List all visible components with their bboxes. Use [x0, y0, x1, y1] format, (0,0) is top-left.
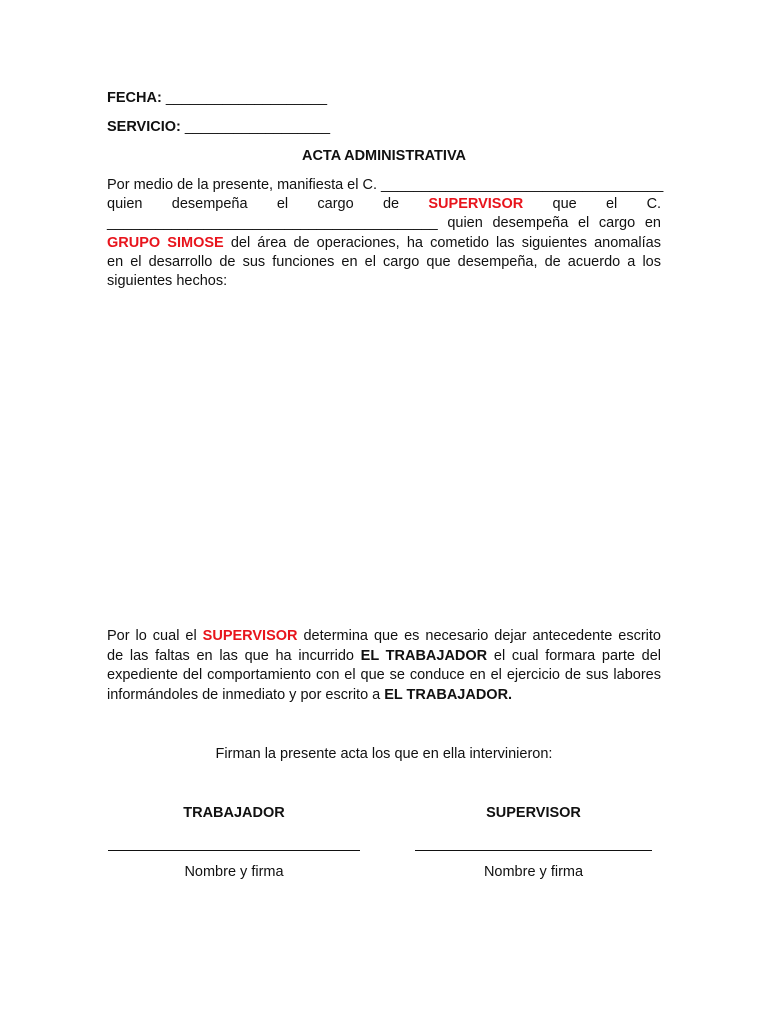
word: de — [382, 196, 400, 212]
paragraph1-line5: en el desarrollo de sus funciones en el cargo que desempeña, de acuerdo a los — [107, 254, 661, 270]
paragraph1-line1: Por medio de la presente, manifiesta el C. ___________________________________ — [107, 177, 664, 193]
text-fragment: informándoles de inmediato y por escrito a — [107, 687, 381, 703]
paragraph2-line1 — [107, 628, 661, 644]
fecha-label: FECHA: — [107, 90, 162, 106]
servicio-label: SERVICIO: — [107, 119, 181, 135]
paragraph1-line6: siguientes hechos: — [107, 273, 228, 289]
signature-right-line — [415, 850, 652, 851]
paragraph1-line2 — [107, 196, 661, 212]
worker-bold: EL TRABAJADOR. — [384, 687, 513, 703]
paragraph2-line3: expediente del comportamiento con el que se conduce en el ejercicio de sus labores — [107, 667, 661, 683]
role-supervisor-highlight: SUPERVISOR — [202, 628, 298, 644]
word: el — [276, 196, 289, 212]
servicio-blank: __________________ — [184, 119, 331, 135]
text-fragment: el cual formara parte del — [493, 648, 662, 664]
signature-left-line — [108, 850, 360, 851]
servicio-line — [107, 119, 330, 135]
text-fragment: de las faltas en las que ha incurrido — [107, 648, 354, 664]
worker-bold: EL TRABAJADOR — [360, 648, 488, 664]
word: el — [605, 196, 618, 212]
text-fragment: quien desempeña el cargo en — [447, 215, 661, 231]
company-name-highlight: GRUPO SIMOSE — [107, 235, 224, 251]
signature-left-caption: Nombre y firma — [184, 864, 284, 880]
paragraph1-line3 — [107, 215, 661, 231]
paragraph2-line4 — [107, 687, 512, 703]
fecha-blank: ____________________ — [165, 90, 328, 106]
role-supervisor-highlight: SUPERVISOR — [428, 196, 524, 212]
paragraph1-line4 — [107, 235, 661, 251]
paragraph2-line2 — [107, 648, 661, 664]
word: C. — [646, 196, 662, 212]
document-title: ACTA ADMINISTRATIVA — [301, 148, 467, 164]
signatures-intro: Firman la presente acta los que en ella intervinieron: — [215, 746, 553, 762]
name-blank: _________________________________________ — [107, 215, 438, 231]
word: cargo — [317, 196, 354, 212]
signature-right-title: SUPERVISOR — [486, 805, 581, 821]
text-fragment: del área de operaciones, ha cometido las siguientes anomalías — [230, 235, 662, 251]
signature-left-title: TRABAJADOR — [183, 805, 285, 821]
fecha-line — [107, 90, 327, 106]
word: quien — [107, 196, 143, 212]
text-fragment: determina que es necesario dejar antecedente escrito — [303, 628, 661, 644]
word: que — [552, 196, 577, 212]
text-fragment: Por lo cual el — [107, 628, 197, 644]
signature-right-caption: Nombre y firma — [483, 864, 584, 880]
word: desempeña — [171, 196, 248, 212]
